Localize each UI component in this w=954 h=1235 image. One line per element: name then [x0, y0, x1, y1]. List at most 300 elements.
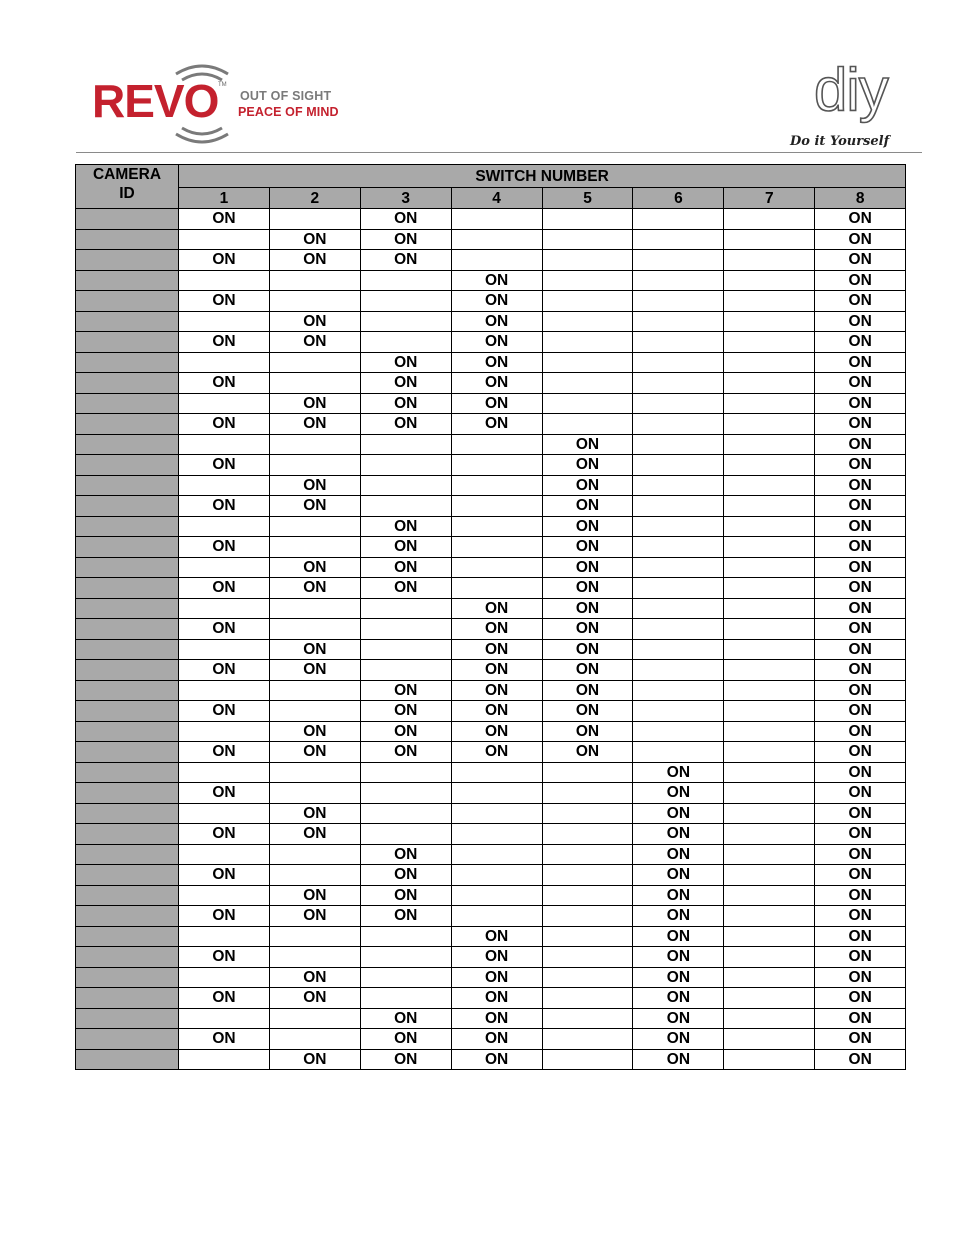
switch-cell — [724, 803, 815, 824]
switch-cell — [451, 885, 542, 906]
switch-cell: ON — [815, 455, 906, 476]
table-row — [76, 639, 906, 660]
camera-id-cell — [76, 1008, 179, 1029]
switch-cell — [724, 639, 815, 660]
switch-cell: ON — [179, 742, 270, 763]
switch-cell: ON — [360, 680, 451, 701]
switch-cell — [633, 496, 724, 517]
switch-cell — [269, 701, 360, 722]
switch-cell — [360, 947, 451, 968]
switch-cell: ON — [269, 475, 360, 496]
switch-cell: ON — [633, 967, 724, 988]
switch-cell — [633, 393, 724, 414]
switch-cell: ON — [815, 988, 906, 1009]
switch-cell: ON — [269, 414, 360, 435]
switch-cell: ON — [815, 414, 906, 435]
switch-cell — [633, 270, 724, 291]
table-row — [76, 332, 906, 353]
switch-cell: ON — [451, 619, 542, 640]
switch-cell: ON — [451, 721, 542, 742]
switch-cell — [269, 1008, 360, 1029]
switch-cell: ON — [269, 988, 360, 1009]
camera-id-header: CAMERA ID — [76, 165, 179, 209]
switch-cell: ON — [269, 803, 360, 824]
table-row — [76, 557, 906, 578]
switch-cell: ON — [815, 209, 906, 230]
revo-logo — [92, 60, 362, 152]
table-row — [76, 988, 906, 1009]
switch-cell — [179, 762, 270, 783]
switch-column-5: 5 — [542, 188, 633, 209]
switch-cell — [724, 824, 815, 845]
switch-cell — [542, 906, 633, 927]
table-row — [76, 475, 906, 496]
switch-cell: ON — [542, 660, 633, 681]
switch-cell — [724, 434, 815, 455]
switch-cell — [724, 311, 815, 332]
camera-id-cell — [76, 639, 179, 660]
switch-cell — [724, 250, 815, 271]
switch-cell — [179, 475, 270, 496]
switch-cell: ON — [179, 373, 270, 394]
camera-id-cell — [76, 783, 179, 804]
switch-cell — [360, 434, 451, 455]
switch-cell — [179, 270, 270, 291]
switch-cell: ON — [179, 947, 270, 968]
switch-cell — [451, 578, 542, 599]
switch-cell — [451, 824, 542, 845]
tagline-line-1: OUT OF SIGHT — [240, 89, 332, 103]
switch-cell: ON — [815, 250, 906, 271]
switch-cell: ON — [451, 352, 542, 373]
switch-cell — [269, 455, 360, 476]
switch-cell — [542, 291, 633, 312]
table-row — [76, 496, 906, 517]
switch-cell: ON — [179, 250, 270, 271]
switch-cell: ON — [815, 291, 906, 312]
switch-cell — [360, 926, 451, 947]
switch-cell — [360, 311, 451, 332]
table-row — [76, 619, 906, 640]
switch-cell — [179, 516, 270, 537]
switch-cell: ON — [179, 291, 270, 312]
switch-cell: ON — [542, 434, 633, 455]
table-row — [76, 250, 906, 271]
switch-cell: ON — [451, 680, 542, 701]
table-row — [76, 373, 906, 394]
switch-cell — [633, 742, 724, 763]
switch-cell: ON — [815, 1008, 906, 1029]
switch-cell: ON — [633, 824, 724, 845]
switch-cell: ON — [269, 578, 360, 599]
switch-cell — [179, 844, 270, 865]
switch-cell: ON — [269, 967, 360, 988]
switch-cell: ON — [815, 393, 906, 414]
switch-cell: ON — [179, 824, 270, 845]
table-row — [76, 844, 906, 865]
switch-cell — [542, 824, 633, 845]
switch-cell: ON — [633, 885, 724, 906]
switch-cell — [542, 352, 633, 373]
table-row — [76, 270, 906, 291]
switch-cell — [451, 865, 542, 886]
switch-cell: ON — [269, 824, 360, 845]
switch-cell: ON — [360, 865, 451, 886]
switch-cell: ON — [815, 783, 906, 804]
switch-cell: ON — [542, 598, 633, 619]
switch-cell — [542, 803, 633, 824]
switch-cell: ON — [269, 332, 360, 353]
switch-cell — [724, 393, 815, 414]
camera-id-cell — [76, 701, 179, 722]
switch-cell — [179, 803, 270, 824]
switch-cell: ON — [451, 660, 542, 681]
switch-cell — [724, 373, 815, 394]
switch-cell: ON — [360, 373, 451, 394]
switch-cell: ON — [815, 1029, 906, 1050]
switch-cell: ON — [451, 598, 542, 619]
switch-cell — [542, 393, 633, 414]
camera-id-cell — [76, 885, 179, 906]
switch-cell — [179, 1008, 270, 1029]
switch-cell — [724, 455, 815, 476]
table-row — [76, 824, 906, 845]
switch-cell: ON — [451, 291, 542, 312]
switch-cell: ON — [451, 701, 542, 722]
switch-cell — [542, 947, 633, 968]
table-row — [76, 926, 906, 947]
dip-switch-table — [75, 164, 906, 1070]
switch-cell — [724, 742, 815, 763]
diy-tagline: Do it Yourself — [790, 134, 890, 149]
switch-cell: ON — [360, 721, 451, 742]
table-row — [76, 762, 906, 783]
switch-cell — [724, 926, 815, 947]
switch-cell — [269, 1029, 360, 1050]
switch-cell — [633, 598, 724, 619]
switch-cell — [179, 311, 270, 332]
table-row — [76, 537, 906, 558]
switch-cell — [451, 229, 542, 250]
switch-cell: ON — [451, 270, 542, 291]
switch-cell: ON — [451, 373, 542, 394]
switch-cell — [633, 229, 724, 250]
switch-cell — [633, 455, 724, 476]
switch-cell: ON — [633, 926, 724, 947]
switch-cell — [724, 988, 815, 1009]
switch-cell: ON — [815, 311, 906, 332]
switch-cell: ON — [179, 906, 270, 927]
switch-cell — [542, 865, 633, 886]
switch-cell — [179, 393, 270, 414]
switch-cell: ON — [815, 721, 906, 742]
switch-column-1: 1 — [179, 188, 270, 209]
table-row — [76, 701, 906, 722]
switch-cell — [542, 311, 633, 332]
switch-cell — [724, 414, 815, 435]
switch-cell — [360, 824, 451, 845]
switch-cell: ON — [360, 844, 451, 865]
switch-column-7: 7 — [724, 188, 815, 209]
switch-cell: ON — [269, 742, 360, 763]
switch-cell — [724, 291, 815, 312]
camera-id-cell — [76, 578, 179, 599]
table-row — [76, 578, 906, 599]
switch-cell — [269, 270, 360, 291]
camera-id-cell — [76, 906, 179, 927]
switch-cell — [724, 537, 815, 558]
table-row — [76, 434, 906, 455]
switch-cell: ON — [815, 844, 906, 865]
switch-cell — [451, 209, 542, 230]
switch-cell — [179, 598, 270, 619]
switch-cell — [633, 209, 724, 230]
switch-cell — [179, 926, 270, 947]
switch-cell — [633, 537, 724, 558]
switch-cell: ON — [815, 742, 906, 763]
switch-cell — [633, 639, 724, 660]
switch-cell: ON — [633, 1008, 724, 1029]
table-row — [76, 209, 906, 230]
switch-cell — [269, 516, 360, 537]
switch-cell: ON — [269, 906, 360, 927]
switch-cell — [542, 229, 633, 250]
switch-cell: ON — [179, 455, 270, 476]
switch-cell — [542, 762, 633, 783]
diy-logo — [788, 56, 928, 154]
switch-cell — [179, 352, 270, 373]
revo-wordmark: REVO — [92, 75, 219, 127]
switch-cell: ON — [360, 229, 451, 250]
switch-cell: ON — [360, 537, 451, 558]
switch-column-6: 6 — [633, 188, 724, 209]
switch-cell — [724, 762, 815, 783]
switch-cell: ON — [360, 516, 451, 537]
switch-cell: ON — [360, 1049, 451, 1070]
switch-column-3: 3 — [360, 188, 451, 209]
switch-cell — [724, 947, 815, 968]
camera-id-cell — [76, 291, 179, 312]
camera-id-cell — [76, 537, 179, 558]
switch-cell — [724, 660, 815, 681]
table-row — [76, 783, 906, 804]
table-header-row — [76, 165, 906, 188]
switch-cell: ON — [542, 701, 633, 722]
table-row — [76, 865, 906, 886]
table-row — [76, 803, 906, 824]
switch-cell: ON — [269, 721, 360, 742]
switch-cell — [724, 557, 815, 578]
switch-cell — [451, 516, 542, 537]
switch-cell: ON — [451, 1008, 542, 1029]
switch-cell — [360, 332, 451, 353]
table-row — [76, 516, 906, 537]
switch-cell: ON — [360, 701, 451, 722]
camera-id-cell — [76, 721, 179, 742]
camera-id-cell — [76, 988, 179, 1009]
switch-cell: ON — [179, 783, 270, 804]
switch-cell: ON — [269, 229, 360, 250]
switch-cell: ON — [179, 865, 270, 886]
switch-cell — [633, 311, 724, 332]
switch-cell — [360, 660, 451, 681]
switch-cell — [451, 844, 542, 865]
switch-cell: ON — [451, 967, 542, 988]
switch-cell — [542, 373, 633, 394]
switch-cell — [360, 762, 451, 783]
switch-cell: ON — [815, 701, 906, 722]
switch-cell: ON — [633, 762, 724, 783]
switch-cell: ON — [179, 496, 270, 517]
switch-cell: ON — [451, 332, 542, 353]
switch-cell — [633, 660, 724, 681]
table-row — [76, 1029, 906, 1050]
table-row — [76, 947, 906, 968]
switch-cell — [451, 803, 542, 824]
switch-cell: ON — [269, 250, 360, 271]
switch-cell — [360, 988, 451, 1009]
switch-cell: ON — [542, 619, 633, 640]
switch-cell: ON — [451, 1029, 542, 1050]
switch-cell: ON — [451, 414, 542, 435]
switch-cell: ON — [179, 1029, 270, 1050]
switch-cell — [724, 209, 815, 230]
switch-column-4: 4 — [451, 188, 542, 209]
switch-cell — [179, 557, 270, 578]
table-row — [76, 906, 906, 927]
camera-id-cell — [76, 209, 179, 230]
switch-number-header: SWITCH NUMBER — [179, 165, 906, 188]
switch-cell — [724, 1008, 815, 1029]
switch-cell: ON — [542, 537, 633, 558]
switch-cell: ON — [360, 557, 451, 578]
switch-cell — [724, 270, 815, 291]
switch-cell — [724, 332, 815, 353]
camera-id-cell — [76, 660, 179, 681]
switch-cell: ON — [542, 639, 633, 660]
switch-cell — [542, 270, 633, 291]
switch-cell — [542, 988, 633, 1009]
switch-cell — [360, 803, 451, 824]
switch-cell: ON — [815, 865, 906, 886]
switch-cell — [633, 352, 724, 373]
switch-cell: ON — [633, 906, 724, 927]
switch-cell: ON — [269, 639, 360, 660]
switch-cell: ON — [451, 926, 542, 947]
switch-cell: ON — [815, 270, 906, 291]
camera-id-cell — [76, 967, 179, 988]
table-row — [76, 885, 906, 906]
camera-id-cell — [76, 311, 179, 332]
switch-cell — [724, 967, 815, 988]
switch-cell — [179, 967, 270, 988]
camera-id-cell — [76, 516, 179, 537]
switch-cell — [451, 250, 542, 271]
switch-cell — [542, 332, 633, 353]
switch-cell — [724, 352, 815, 373]
switch-cell — [633, 578, 724, 599]
camera-id-cell — [76, 865, 179, 886]
switch-cell: ON — [179, 619, 270, 640]
switch-cell: ON — [542, 455, 633, 476]
switch-cell — [179, 434, 270, 455]
diy-wordmark: diy — [814, 56, 888, 123]
switch-cell — [542, 885, 633, 906]
switch-cell — [724, 680, 815, 701]
table-row — [76, 967, 906, 988]
switch-cell — [269, 680, 360, 701]
switch-cell — [269, 291, 360, 312]
switch-cell: ON — [815, 947, 906, 968]
switch-cell — [269, 762, 360, 783]
switch-cell: ON — [815, 762, 906, 783]
table-row — [76, 291, 906, 312]
switch-cell — [179, 885, 270, 906]
switch-cell: ON — [542, 742, 633, 763]
switch-cell: ON — [542, 557, 633, 578]
switch-cell: ON — [179, 578, 270, 599]
switch-cell: ON — [269, 885, 360, 906]
switch-cell: ON — [815, 537, 906, 558]
switch-cell: ON — [815, 598, 906, 619]
switch-cell: ON — [269, 660, 360, 681]
switch-cell: ON — [360, 578, 451, 599]
switch-cell — [269, 926, 360, 947]
switch-cell: ON — [815, 680, 906, 701]
camera-id-cell — [76, 803, 179, 824]
switch-cell: ON — [633, 1049, 724, 1070]
switch-cell: ON — [815, 967, 906, 988]
switch-cell — [542, 926, 633, 947]
switch-cell: ON — [179, 414, 270, 435]
switch-cell — [724, 701, 815, 722]
switch-cell: ON — [633, 988, 724, 1009]
table-body — [76, 209, 906, 1070]
switch-cell — [451, 434, 542, 455]
camera-id-cell — [76, 352, 179, 373]
switch-cell: ON — [815, 557, 906, 578]
camera-id-cell — [76, 393, 179, 414]
switch-cell: ON — [451, 393, 542, 414]
switch-cell: ON — [815, 639, 906, 660]
switch-cell: ON — [815, 578, 906, 599]
switch-cell — [360, 783, 451, 804]
switch-cell — [269, 434, 360, 455]
switch-cell — [360, 270, 451, 291]
switch-cell: ON — [179, 701, 270, 722]
switch-cell: ON — [815, 926, 906, 947]
switch-cell — [360, 639, 451, 660]
table-row — [76, 229, 906, 250]
switch-cell: ON — [360, 352, 451, 373]
header-divider — [76, 152, 922, 153]
switch-cell — [633, 414, 724, 435]
camera-id-cell — [76, 619, 179, 640]
camera-id-cell — [76, 434, 179, 455]
switch-cell — [269, 947, 360, 968]
camera-id-cell — [76, 250, 179, 271]
switch-cell — [724, 906, 815, 927]
switch-cell — [633, 434, 724, 455]
table-row — [76, 1008, 906, 1029]
switch-cell — [633, 332, 724, 353]
switch-cell: ON — [815, 434, 906, 455]
switch-cell: ON — [360, 906, 451, 927]
table-row — [76, 455, 906, 476]
camera-id-cell — [76, 1029, 179, 1050]
switch-cell — [724, 229, 815, 250]
camera-id-cell — [76, 229, 179, 250]
